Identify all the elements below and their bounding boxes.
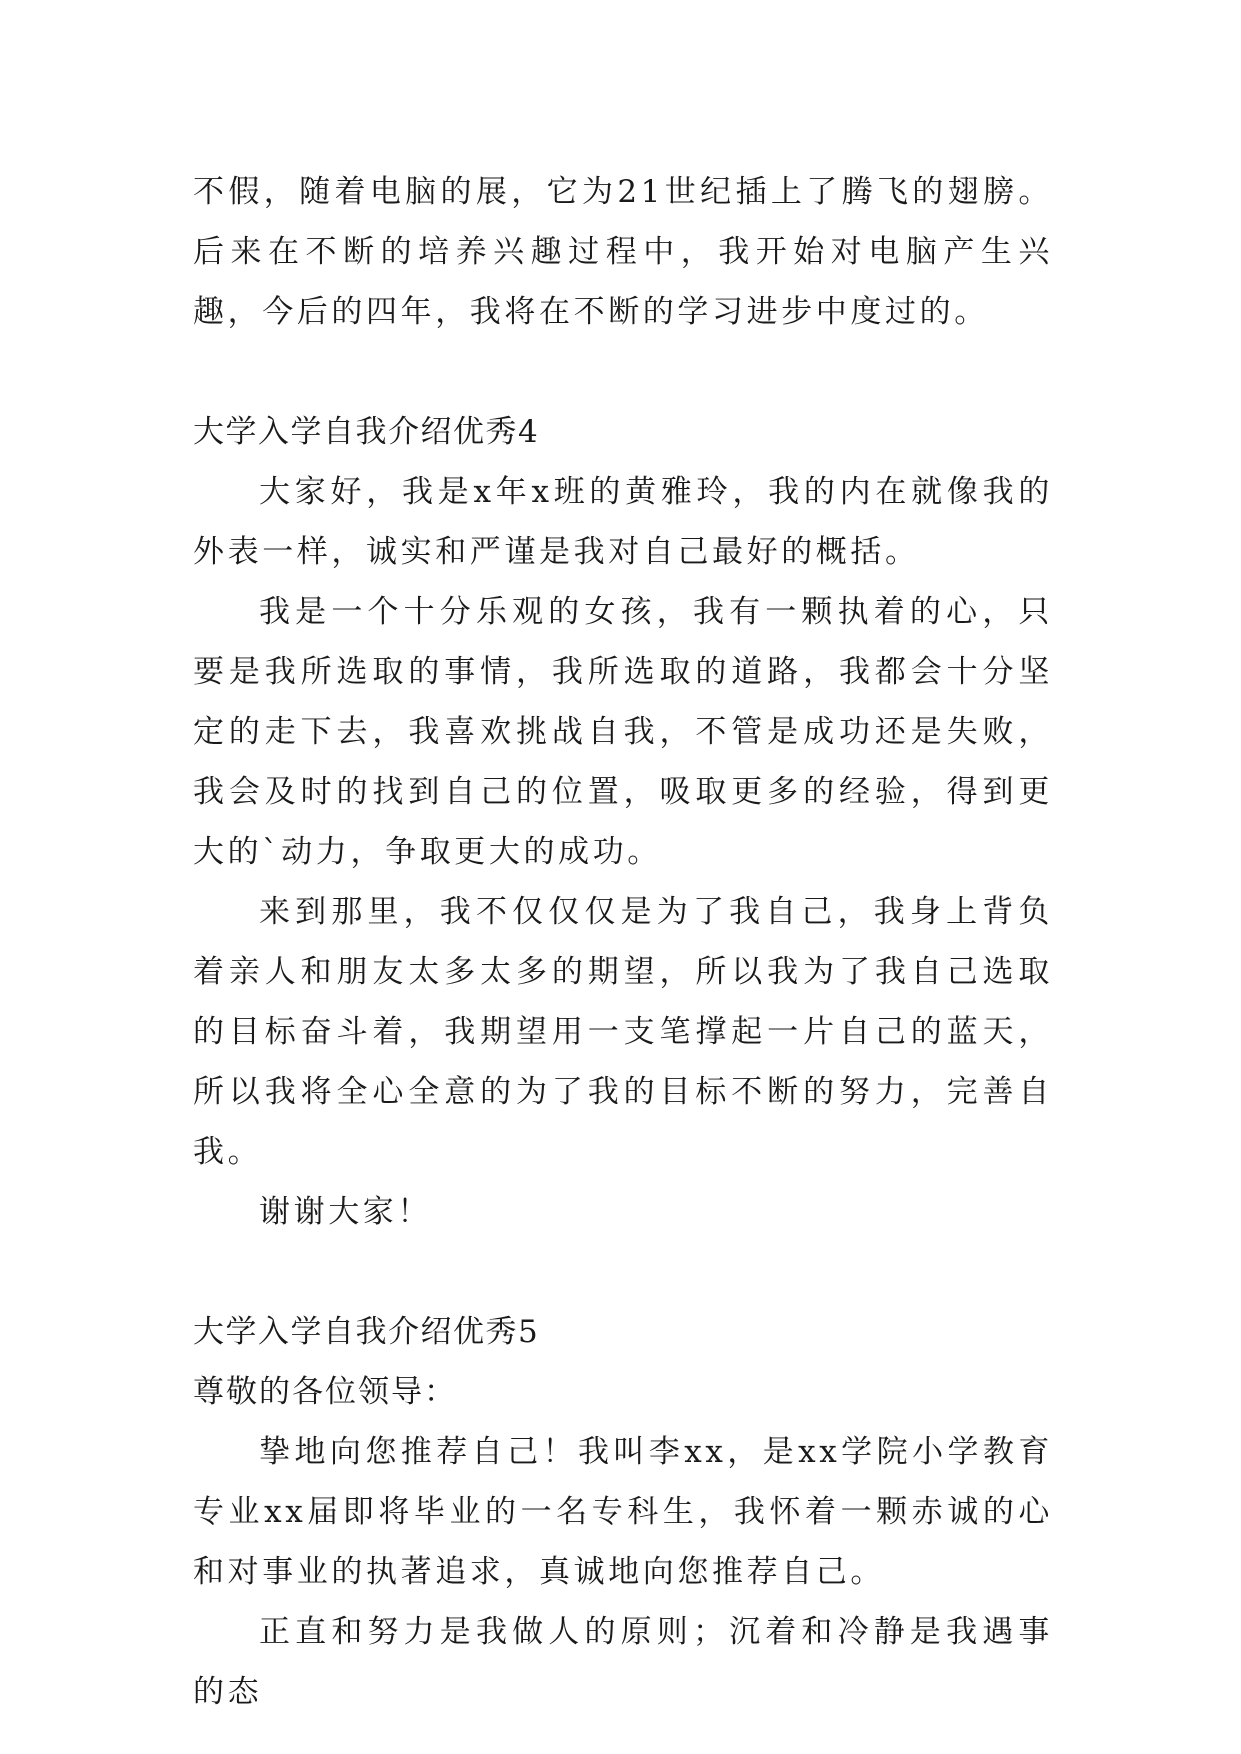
section-5-paragraph-2: 正直和努力是我做人的原则；沉着和冷静是我遇事的态 (193, 1614, 1053, 1710)
section-spacer (193, 342, 1053, 402)
section-5-heading: 大学入学自我介绍优秀5 (193, 1314, 540, 1350)
section-4-closing: 谢谢大家！ (259, 1194, 432, 1230)
document-body (193, 162, 1053, 1722)
section-5-paragraph-1: 挚地向您推荐自己！我叫李xx，是xx学院小学教育专业xx届即将毕业的一名专科生，我怀着一颗赤诚的心和对事业的执著追求，真诚地向您推荐自己。 (193, 1434, 1053, 1590)
section-5-salutation: 尊敬的各位领导： (193, 1374, 457, 1410)
section-4-paragraph-3: 来到那里，我不仅仅仅是为了我自己，我身上背负着亲人和朋友太多太多的期望，所以我为了我自己选取的目标奋斗着，我期望用一支笔撑起一片自己的蓝天，所以我将全心全意的为了我的目标不断的努力，完善自我。 (193, 894, 1053, 1170)
section-spacer (193, 1242, 1053, 1302)
section-4-heading: 大学入学自我介绍优秀4 (193, 414, 540, 450)
intro-continuation-paragraph: 不假，随着电脑的展，它为21世纪插上了腾飞的翅膀。后来在不断的培养兴趣过程中，我开始对电脑产生兴趣，今后的四年，我将在不断的学习进步中度过的。 (193, 174, 1053, 330)
section-4-paragraph-2: 我是一个十分乐观的女孩，我有一颗执着的心，只要是我所选取的事情，我所选取的道路，我都会十分坚定的走下去，我喜欢挑战自我，不管是成功还是失败，我会及时的找到自己的位置，吸取更多的经验，得到更大的`动力，争取更大的成功。 (193, 594, 1053, 870)
section-4-paragraph-1: 大家好，我是x年x班的黄雅玲，我的内在就像我的外表一样，诚实和严谨是我对自己最好的概括。 (193, 474, 1053, 570)
